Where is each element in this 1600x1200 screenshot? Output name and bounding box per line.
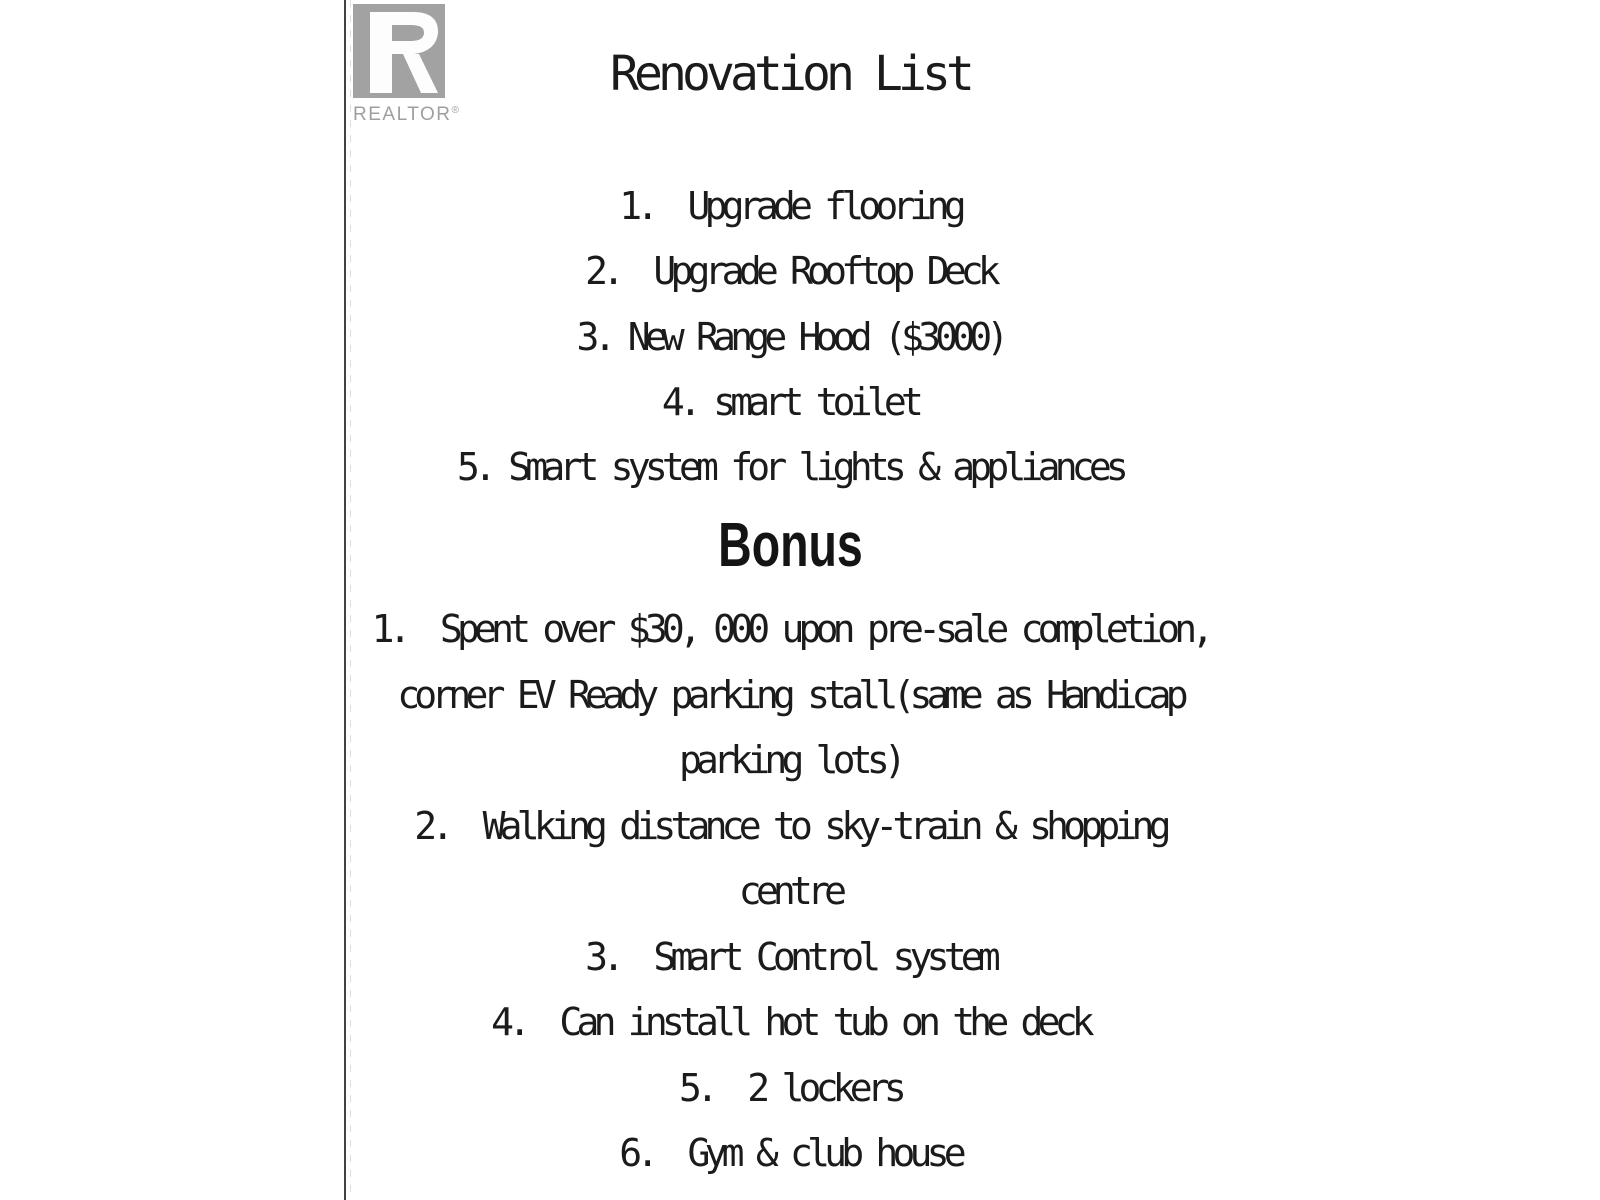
renovation-list-item: 1. Upgrade flooring (619, 184, 961, 228)
bonus-heading-text: Bonus (717, 511, 863, 580)
bonus-list-line: 4. Can install hot tub on the deck (491, 1000, 1089, 1044)
bonus-list-line: 1. Spent over $30, 000 upon pre-sale completion, (371, 607, 1209, 651)
bonus-list-line: corner EV Ready parking stall(same as Handicap (397, 672, 1183, 717)
bonus-list-line: 5. 2 lockers (678, 1065, 901, 1110)
renovation-list (345, 174, 1235, 500)
renovation-list-item: 4. smart toilet (661, 379, 919, 424)
registered-trademark-symbol: ® (451, 105, 459, 116)
bonus-heading (345, 513, 1235, 578)
page-title: Renovation List (610, 46, 970, 102)
bonus-list (345, 597, 1235, 1187)
renovation-list-item: 2. Upgrade Rooftop Deck (585, 249, 995, 294)
renovation-list-item: 5. Smart system for lights & appliances (456, 445, 1124, 490)
bonus-list-line: parking lots) (678, 738, 901, 782)
realtor-logo-text: REALTOR (353, 104, 452, 125)
bonus-list-line: 2. Walking distance to sky-train & shopping (414, 803, 1166, 848)
bonus-list-line: 3. Smart Control system (585, 934, 995, 979)
bonus-list-line: centre (738, 869, 842, 913)
bonus-list-line: 6. Gym & club house (619, 1131, 961, 1175)
renovation-list-item: 3. New Range Hood ($3000) (576, 314, 1004, 359)
document-content (345, 0, 1235, 1200)
